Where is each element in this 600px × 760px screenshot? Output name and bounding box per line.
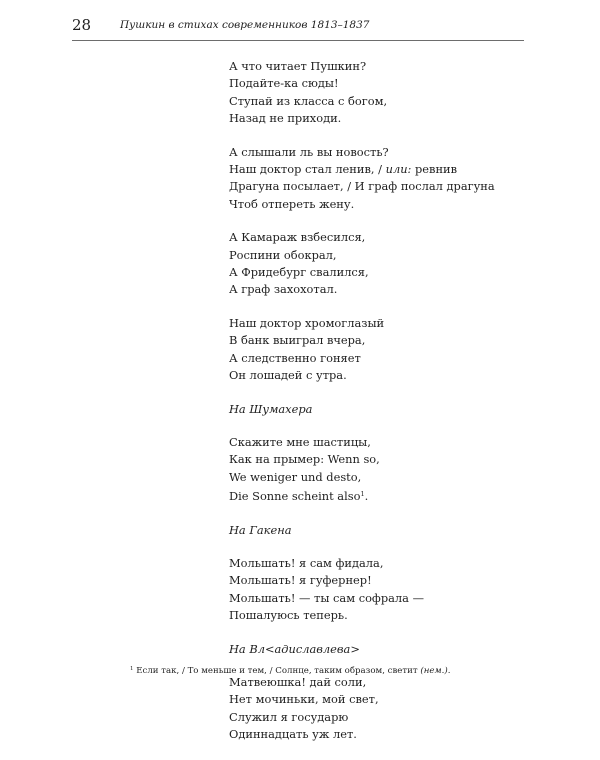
poem-line: А следственно гоняет [229,350,361,365]
poem-line: Как на прымер: Wenn so, [229,452,380,467]
poem-line-text: ревнив [411,161,458,176]
poem-line: Ступай из класса с богом, [229,93,388,108]
footnote [130,663,530,677]
poem-line: Скажите мне шастицы, [229,435,371,450]
poem-line: Подайте-ка сюды! [229,76,339,91]
page-number: 28 [72,16,92,34]
footnote-mark: 1 [130,666,134,672]
variant-marker: или: [385,161,412,176]
poem-line: Нет мочиньки, мой свет, [229,692,379,707]
poem-line: Драгуна посылает, / И граф послал драгуна [229,179,495,194]
stanza [229,229,529,298]
poem-line: Назад не приходи. [229,110,342,125]
poem-line-text: Наш доктор стал ленив, / [229,161,386,176]
poem-line [229,161,529,178]
poem-line: Мольшать! я гуфернер! [229,573,372,588]
poem-line: В банк выиграл вчера, [229,333,366,348]
poem-line: Служил я государю [229,709,349,724]
stanza [229,315,529,384]
poem-line: Матвеюшка! дай соли, [229,675,367,690]
poem-line: А Фридебург свалился, [229,264,369,279]
section-heading: На Гакена [229,522,292,537]
stanza [229,434,529,505]
poem-line: А слышали ль вы новость? [229,144,389,159]
poem-line: Наш доктор хромоглазый [229,316,385,331]
poem-line: А что читает Пушкин? [229,59,367,73]
poem-line [229,486,529,505]
section-heading: На Вл<адиславлева> [229,641,360,656]
footnote-reference: 1 [360,489,365,498]
poem-line: А Камараж взбесился, [229,230,366,245]
section-heading: На Шумахера [229,401,313,416]
poem-line-text: Die Sonne scheint also [229,488,361,503]
stanza [229,674,529,743]
stanza [229,555,529,624]
poem-line: Пошалуюсь теперь. [229,607,348,622]
poem-line: Чтоб отпереть жену. [229,196,355,211]
poem-line: Он лошадей с утра. [229,367,347,382]
poem-line: Мольшать! — ты сам софрала — [229,590,424,605]
poem-line: We weniger und desto, [229,469,362,484]
running-title: Пушкин в стихах современников 1813–1837 [120,19,370,31]
poem-line-text: . [364,488,369,503]
footnote-end: . [447,666,451,676]
stanza [229,144,529,213]
poem-line: А граф захохотал. [229,282,338,297]
poem-line: Роспини обокрал, [229,247,337,262]
poem-body [229,58,529,760]
poem-line: Мольшать! я сам фидала, [229,556,384,571]
footnote-language: (нем.) [420,666,448,676]
stanza [229,58,529,127]
poem-line: Одиннадцать уж лет. [229,726,357,741]
running-header [72,14,524,41]
footnote-text: Если так, / То меньше и тем, / Солнце, таким образом, светит [133,666,421,676]
